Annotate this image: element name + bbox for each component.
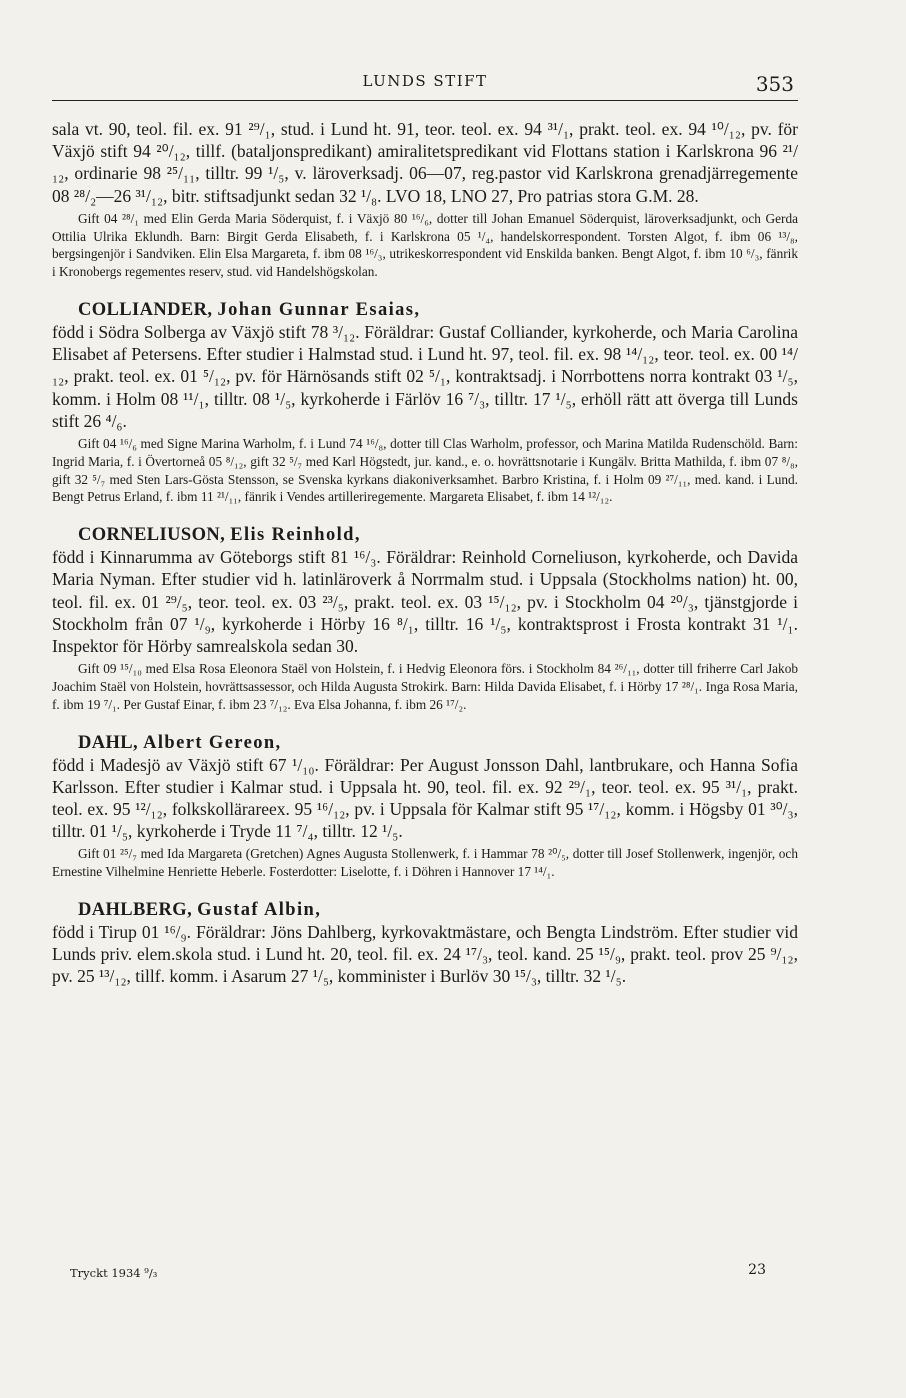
entry-corneliuson bbox=[52, 525, 798, 713]
intro-career-text: sala vt. 90, teol. fil. ex. 91 ²⁹/₁, stud. i Lund ht. 91, teor. teol. ex. 94 ³¹/₁, prakt. teol. ex. 94 ¹⁰/₁₂, pv. för Växjö stift 94 ²⁰/₁₂, tillf. (bataljonspredikant) amiralitetspredikant vid Flottans station i Karlskrona 96 ²¹/₁₂, ordinarie 98 ²⁵/₁₁, tilltr. 99 ¹/₅, v. läroverksadj. 06—07, reg.pastor vid Karlskrona grenadjärregemente 08 ²⁸/₂—26 ³¹/₁₂, bitr. stiftsadjunkt sedan 32 ¹/₈. LVO 18, LNO 27, Pro patrias stora G.M. 28. bbox=[52, 119, 798, 206]
entry-given-names: Johan Gunnar Esaias, bbox=[217, 300, 421, 320]
entry-name bbox=[78, 300, 798, 321]
entry-career-text: född i Madesjö av Växjö stift 67 ¹/₁₀. Föräldrar: Per August Jonsson Dahl, lantbrukare, och Hanna Sofia Karlsson. Efter studier i Kalmar stud. i Uppsala ht. 90, teol. fil. ex. 92 ²⁹/₁, teor. teol. ex. 95 ³¹/₁, prakt. teol. ex. 95 ¹²/₁₂, folkskollärareex. 95 ¹⁶/₁₂, pv. i Uppsala för Kalmar stift 95 ¹⁷/₁₂, komm. i Högsby 01 ³⁰/₃, tilltr. 01 ¹/₅, kyrkoherde i Tryde 11 ⁷/₄, tilltr. 12 ¹/₅. bbox=[52, 754, 798, 842]
print-note: Tryckt 1934 ⁹/₃ bbox=[70, 1266, 158, 1280]
entry-given-names: Elis Reinhold, bbox=[230, 525, 361, 546]
page-footer bbox=[70, 1262, 766, 1286]
entry-surname: COLLIANDER, bbox=[78, 300, 213, 320]
entry-dahl bbox=[52, 733, 798, 881]
entry-family-text: Gift 01 ²⁵/₇ med Ida Margareta (Gretchen) Agnes Augusta Stollenwerk, f. i Hammar 78 ²⁰/₅, dotter till Josef Stollenwerk, ingenjör, och Ernestine Vilhelmine Henriette Heberle. Fosterdotter: Liselotte, f. i Döhren i Hannover 17 ¹⁴/₁. bbox=[52, 846, 798, 880]
entry-given-names: Albert Gereon, bbox=[143, 732, 282, 753]
entry-dahlberg bbox=[52, 900, 798, 988]
running-title: LUNDS STIFT bbox=[362, 72, 488, 90]
entry-name bbox=[78, 733, 798, 754]
entry-career-text: född i Södra Solberga av Växjö stift 78 ³/₁₂. Föräldrar: Gustaf Colliander, kyrkoherde, och Maria Carolina Elisabet af Petersens. Efter studier i Halmstad stud. i Lund ht. 97, teol. fil. ex. 98 ¹⁴/₁₂, teor. teol. ex. 00 ¹⁴/₁₂, prakt. teol. ex. 01 ⁵/₁₂, pv. för Härnösands stift 02 ⁵/₁, kontraktsadj. i Norrbottens norra kontrakt 03 ¹/₅, komm. i Holm 08 ¹¹/₁, tilltr. 08 ¹/₅, kyrkoherde i Färlöv 16 ⁷/₃, tilltr. 17 ¹/₅, erhöll rätt att överga till Lunds stift 26 ⁴/₆. bbox=[52, 322, 798, 431]
intro-family-text: Gift 04 ²⁸/₁ med Elin Gerda Maria Söderquist, f. i Växjö 80 ¹⁶/₆, dotter till Johan Emanuel Söderquist, läroverksadjunkt, och Gerda Ottilia Ulrika Eklundh. Barn: Birgit Gerda Elisabeth, f. i Karlskrona 05 ¹/₄, handelskorrespondent. Torsten Algot, f. ibm 06 ¹³/₈, bergsingenjör i Sandviken. Elin Elsa Margareta, f. ibm 08 ¹⁶/₃, utrikeskorrespondent vid Enskilda banken. Bengt Algot, f. ibm 10 ⁶/₃, fänrik i Kronobergs regementes reserv, stud. vid Handelshögskolan. bbox=[52, 210, 798, 280]
entry-career-text: född i Tirup 01 ¹⁶/₉. Föräldrar: Jöns Dahlberg, kyrkovaktmästare, och Bengta Lindström. Efter studier vid Lunds priv. elem.skola stud. i Lund ht. 20, teol. fil. ex. 24 ¹⁷/₃, teol. kand. 25 ¹⁵/₉, prakt. teol. prov 25 ⁹/₁₂, pv. 25 ¹³/₁₂, tillf. komm. i Asarum 27 ¹/₅, komminister i Burlöv 30 ¹⁵/₃, tilltr. 32 ¹/₅. bbox=[52, 922, 798, 987]
entry-colliander bbox=[52, 300, 798, 506]
entry-surname: CORNELIUSON, bbox=[78, 525, 226, 546]
entry-given-names: Gustaf Albin, bbox=[197, 900, 322, 921]
entry-surname: DAHL, bbox=[78, 732, 139, 753]
page-number: 353 bbox=[755, 72, 794, 96]
page-content bbox=[52, 118, 798, 988]
entry-family-text: Gift 09 ¹⁵/₁₀ med Elsa Rosa Eleonora Staël von Holstein, f. i Hedvig Eleonora förs. i Stockholm 84 ²⁶/₁₁, dotter till friherre Carl Jakob Joachim Staël von Holstein, hovrättsassessor, och Hilda Augusta Strokirk. Barn: Hilda Davida Elisabet, f. i Hörby 17 ²⁸/₁. Inga Rosa Maria, f. ibm 19 ⁷/₁. Per Gustaf Einar, f. ibm 23 ⁷/₁₂. Eva Elsa Johanna, f. ibm 26 ¹⁷/₂. bbox=[52, 661, 798, 712]
entry-career-text: född i Kinnarumma av Göteborgs stift 81 ¹⁶/₃. Föräldrar: Reinhold Corneliuson, kyrkoherde, och Davida Maria Nyman. Efter studier vid h. latinläroverk å Norrmalm stud. i Uppsala (Stockholms nation) ht. 00, teol. fil. ex. 01 ²⁹/₅, teor. teol. ex. 03 ²³/₅, prakt. teol. ex. 03 ¹⁵/₁₂, pv. i Stockholm 04 ²⁰/₃, tjänstgjorde i Stockholm från 07 ¹/₉, kyrkoherde i Hörby 16 ⁸/₁, tilltr. 16 ¹/₅, kontraktsprost i Frosta kontrakt 31 ¹/₁. Inspektor för Hörby samrealskola sedan 30. bbox=[52, 547, 798, 657]
page-header bbox=[52, 66, 798, 101]
entry-name bbox=[78, 525, 798, 546]
signature-mark: 23 bbox=[748, 1262, 766, 1278]
entry-name bbox=[78, 900, 798, 921]
entry-surname: DAHLBERG, bbox=[78, 900, 193, 921]
entry-family-text: Gift 04 ¹⁶/₆ med Signe Marina Warholm, f. i Lund 74 ¹⁶/₈, dotter till Clas Warholm, professor, och Marina Matilda Rudenschöld. Barn: Ingrid Maria, f. i Övertorneå 05 ⁸/₁₂, gift 32 ⁵/₇ med Karl Högstedt, jur. kand., e. o. hovrättsnotarie i Kungälv. Britta Mathilda, f. ibm 07 ⁸/₈, gift 32 ⁵/₇ med Sten Lars-Gösta Stensson, se Svenska kyrkans diakoniverksamhet. Barbro Kristina, f. i Holm 09 ²⁷/₁₁, med. kand. i Lund. Bengt Petrus Erland, f. ibm 11 ²¹/₁₁, fänrik i Vendes artilleriregemente. Margareta Elisabet, f. ibm 14 ¹²/₁₂. bbox=[52, 436, 798, 505]
